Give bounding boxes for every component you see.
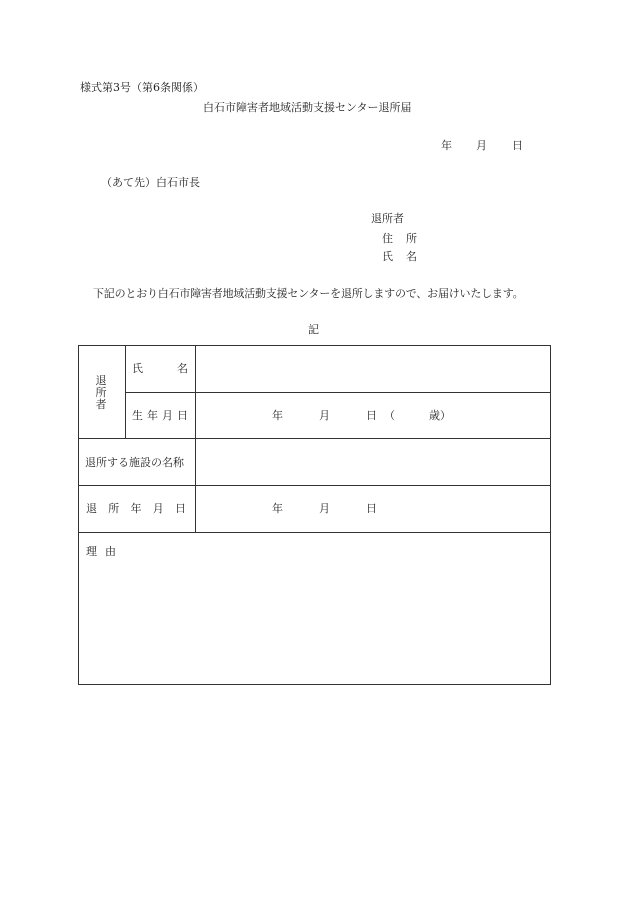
leave-date-label-char: 月 [152,502,164,515]
birth-month-unit: 月 [319,409,330,422]
form-number: 様式第3号（第6条関係） [80,81,204,94]
group-label-char: 退 [95,374,107,387]
address-label-char: 所 [406,232,417,245]
statement: 下記のとおり白石市障害者地域活動支援センターを退所しますので、お届けいたします。 [93,287,524,300]
leave-day-unit: 日 [366,502,377,515]
applicant-heading: 退所者 [371,212,404,225]
leave-date-label-char: 日 [175,502,186,515]
age-open-paren: （ [384,409,395,422]
table-line [125,346,126,438]
age-unit: 歳） [429,409,451,422]
name-cell[interactable] [196,346,550,392]
group-label-char: 所 [95,386,107,399]
addressee: （あて先）白石市長 [101,176,200,189]
reason-label-char: 理 [86,545,97,558]
name-label-char: 氏 [382,250,393,263]
date-month: 月 [476,139,487,152]
leave-date-label [86,503,186,514]
date-day: 日 [512,139,523,152]
date-year: 年 [441,139,452,152]
address-label-char: 住 [382,232,393,245]
leave-month-unit: 月 [319,502,330,515]
reason-cell[interactable] [79,533,550,684]
birth-year-unit: 年 [272,409,283,422]
facility-name-cell[interactable] [196,439,550,485]
table-line [79,485,550,486]
leave-date-label-char: 所 [108,502,120,515]
table-line [125,392,550,393]
leave-date-label-char: 退 [86,502,97,515]
ki-label: 記 [308,323,319,336]
birth-day-unit: 日 [366,409,377,422]
document-title: 白石市障害者地域活動支援センター退所届 [203,101,412,114]
table-name-label [132,363,188,374]
withdrawer-group-label [94,375,108,411]
address-label [382,233,417,244]
leave-year-unit: 年 [272,502,283,515]
reason-label-char: 由 [105,545,116,558]
name-label [382,251,417,262]
group-label-char: 者 [95,398,107,411]
birthdate-label-char: 月 [162,409,173,422]
birthdate-label [132,410,188,421]
table-name-label-char: 名 [177,362,188,375]
table-name-label-char: 氏 [132,362,143,375]
birthdate-label-char: 年 [147,409,158,422]
facility-name-label: 退所する施設の名称 [85,456,184,469]
leave-date-label-char: 年 [130,502,142,515]
name-label-char: 名 [406,250,417,263]
birthdate-label-char: 日 [177,409,188,422]
birthdate-label-char: 生 [132,409,143,422]
